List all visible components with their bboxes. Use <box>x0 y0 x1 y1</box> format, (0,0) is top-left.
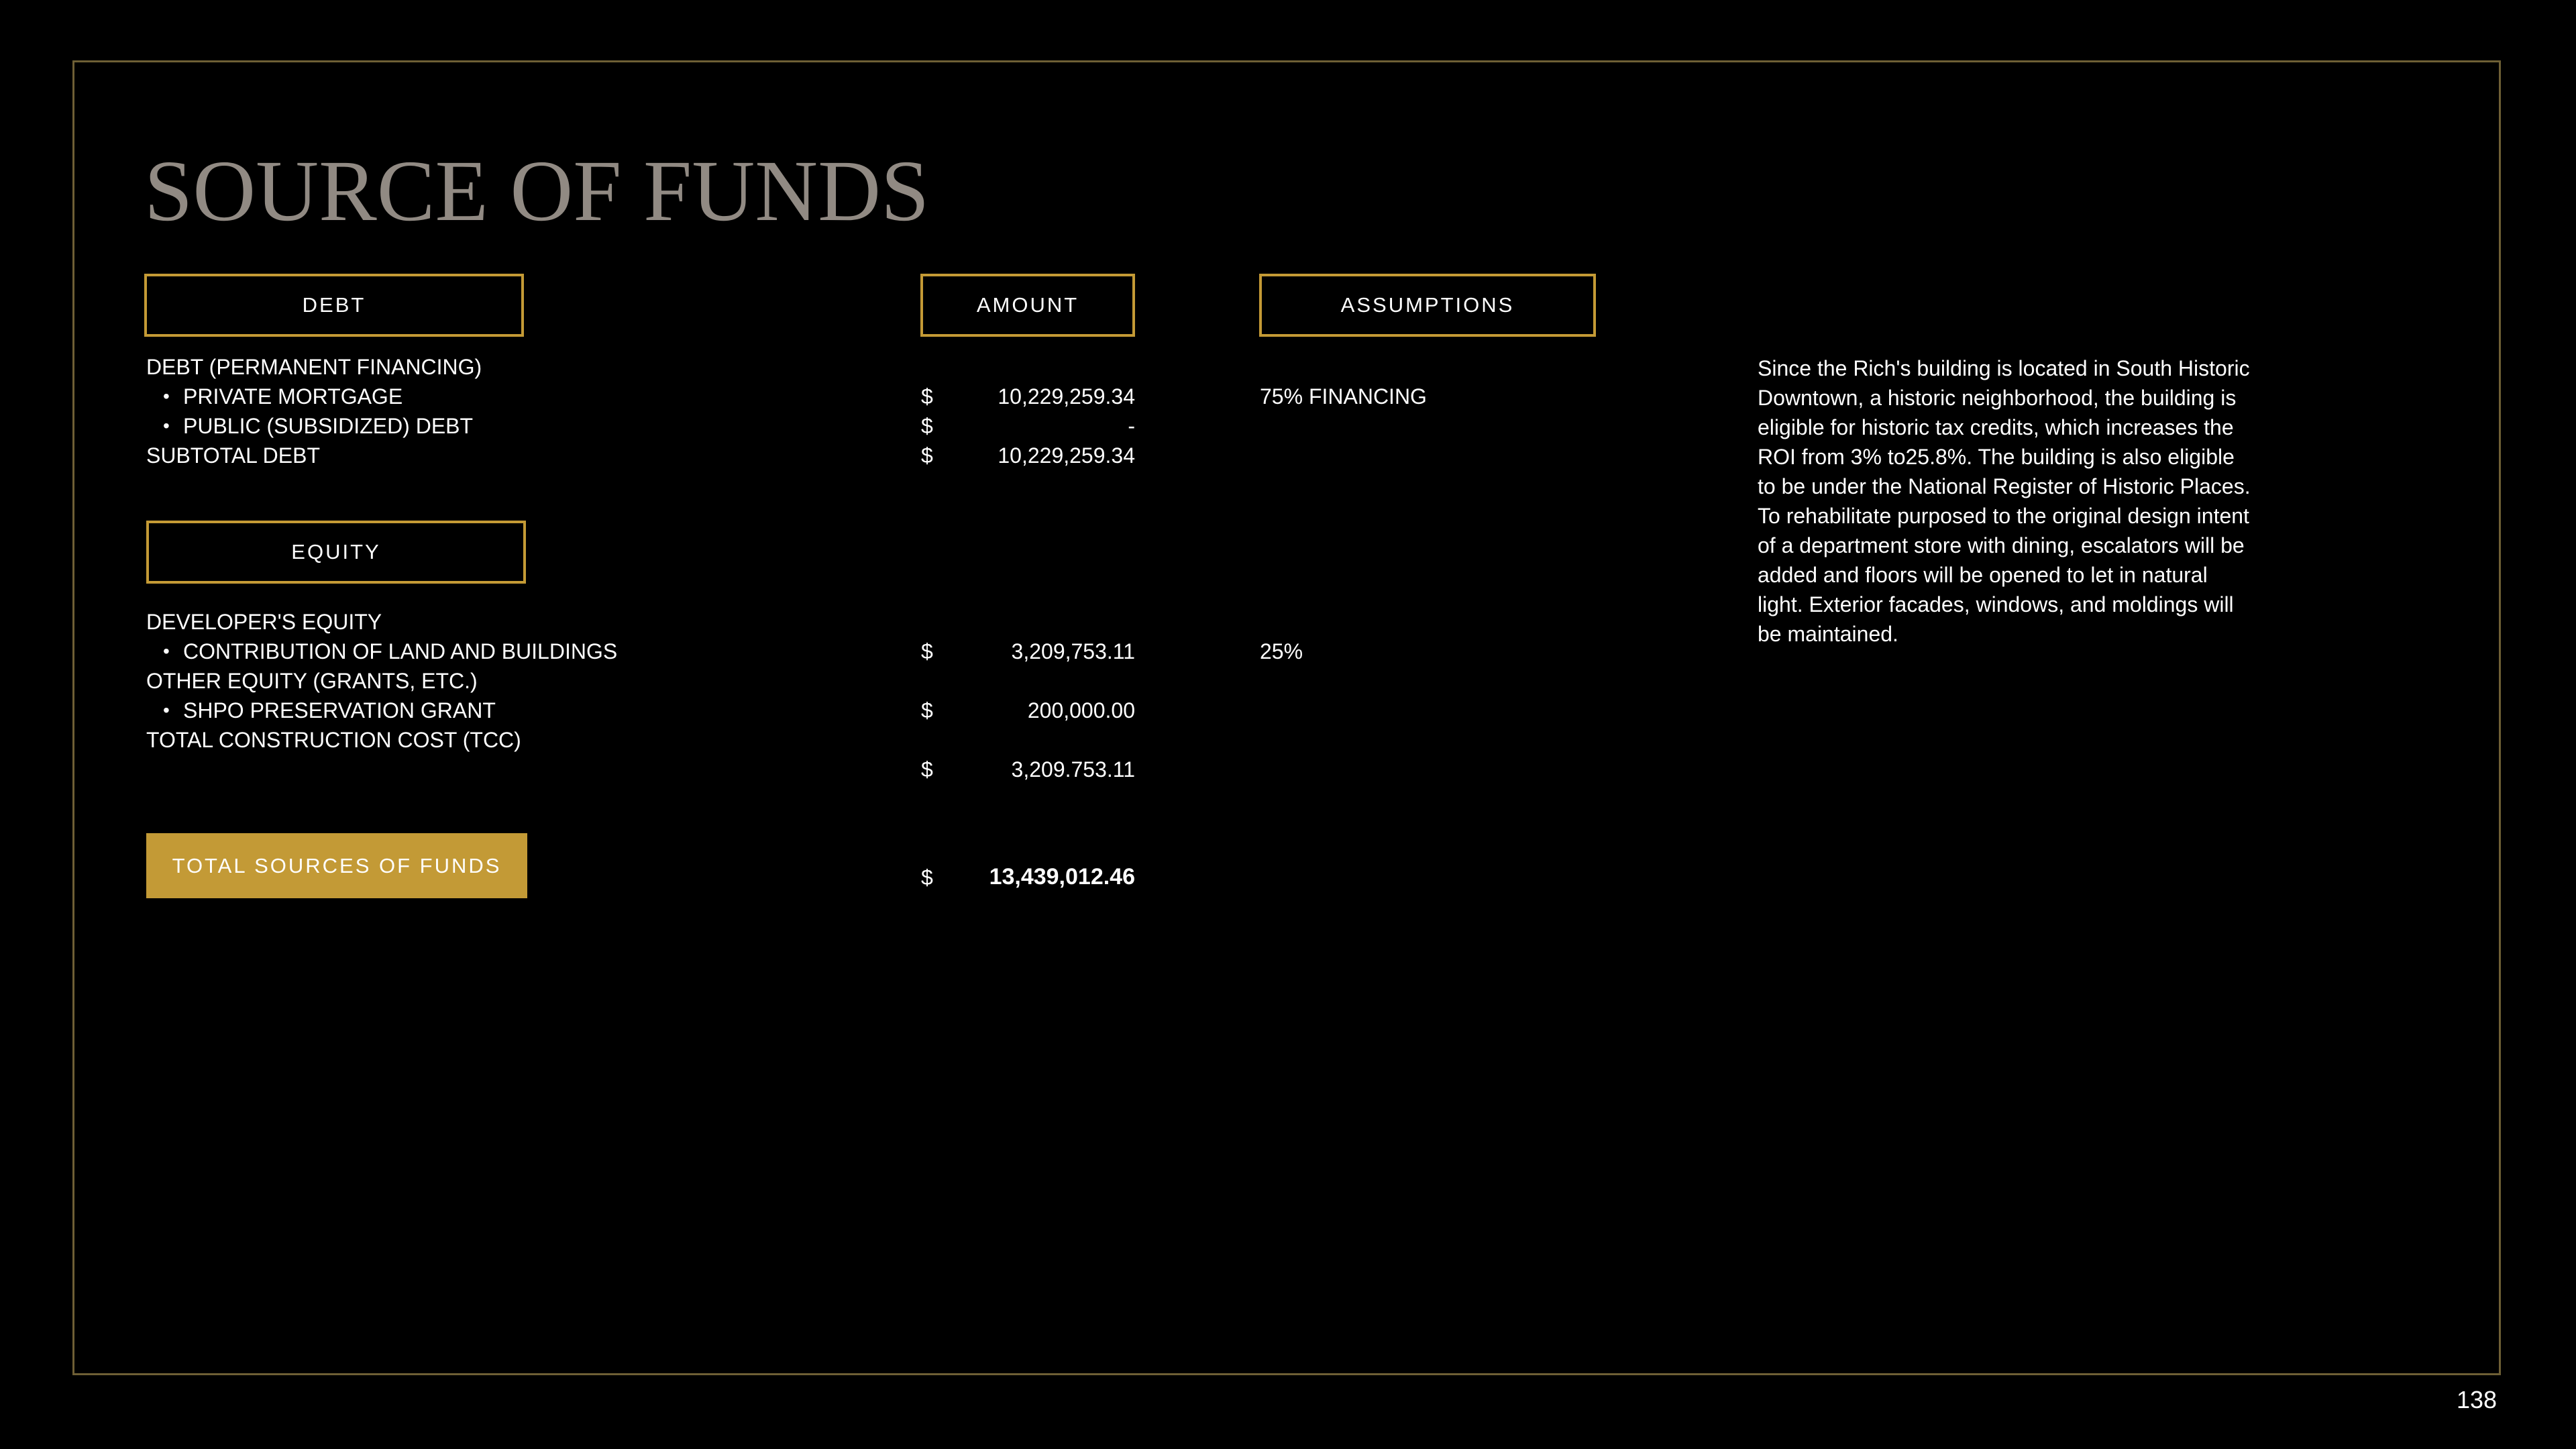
description-paragraph: Since the Rich's building is located in South Historic Downtown, a historic neighborhood, the building is eligible for historic tax credits, which increases the ROI from 3% to25.8%. The building is also eligible to be under the National Register of Historic Places. To rehabilitate purposed to the original design intent of a department store with dining, escalators will be added and floors will be opened to let in natural light. Exterior facades, windows, and moldings will be maintained. <box>1758 356 2251 646</box>
assumptions-header: ASSUMPTIONS <box>1259 274 1596 337</box>
page-number: 138 <box>2457 1386 2498 1413</box>
total-currency: $ <box>921 865 933 890</box>
subtotal-debt-label: SUBTOTAL DEBT <box>146 443 321 468</box>
subtotal-debt-amount: 10,229,259.34 <box>998 443 1135 468</box>
amount-header: AMOUNT <box>920 274 1135 337</box>
other-equity-label: OTHER EQUITY (GRANTS, ETC.) <box>146 669 478 693</box>
public-debt-amount: - <box>1128 414 1135 438</box>
total-amount: 13,439,012.46 <box>989 864 1135 890</box>
debt-header: DEBT <box>144 274 524 337</box>
shpo-grant-label: • SHPO PRESERVATION GRANT <box>183 696 496 725</box>
subtotal-debt-currency: $ <box>921 443 933 468</box>
public-debt-label: • PUBLIC (SUBSIDIZED) DEBT <box>183 411 473 441</box>
public-debt-currency: $ <box>921 414 933 438</box>
shpo-grant-amount: 200,000.00 <box>1027 698 1135 722</box>
tcc-amount: 3,209.753.11 <box>1011 757 1135 782</box>
developers-equity-label: DEVELOPER'S EQUITY <box>146 610 382 634</box>
debt-permanent-label: DEBT (PERMANENT FINANCING) <box>146 355 482 379</box>
tcc-currency: $ <box>921 757 933 782</box>
private-mortgage-assumption: 75% FINANCING <box>1260 384 1427 409</box>
total-sources-header: TOTAL SOURCES OF FUNDS <box>146 833 527 898</box>
page-title: SOURCE OF FUNDS <box>144 143 930 239</box>
equity-header: EQUITY <box>146 521 526 584</box>
shpo-grant-currency: $ <box>921 698 933 722</box>
tcc-label: TOTAL CONSTRUCTION COST (TCC) <box>146 728 521 752</box>
contribution-amount: 3,209,753.11 <box>1011 639 1135 663</box>
private-mortgage-label: • PRIVATE MORTGAGE <box>183 382 402 411</box>
private-mortgage-currency: $ <box>921 384 933 409</box>
contribution-currency: $ <box>921 639 933 663</box>
contribution-label: • CONTRIBUTION OF LAND AND BUILDINGS <box>183 637 617 666</box>
contribution-assumption: 25% <box>1260 639 1303 663</box>
private-mortgage-amount: 10,229,259.34 <box>998 384 1135 409</box>
